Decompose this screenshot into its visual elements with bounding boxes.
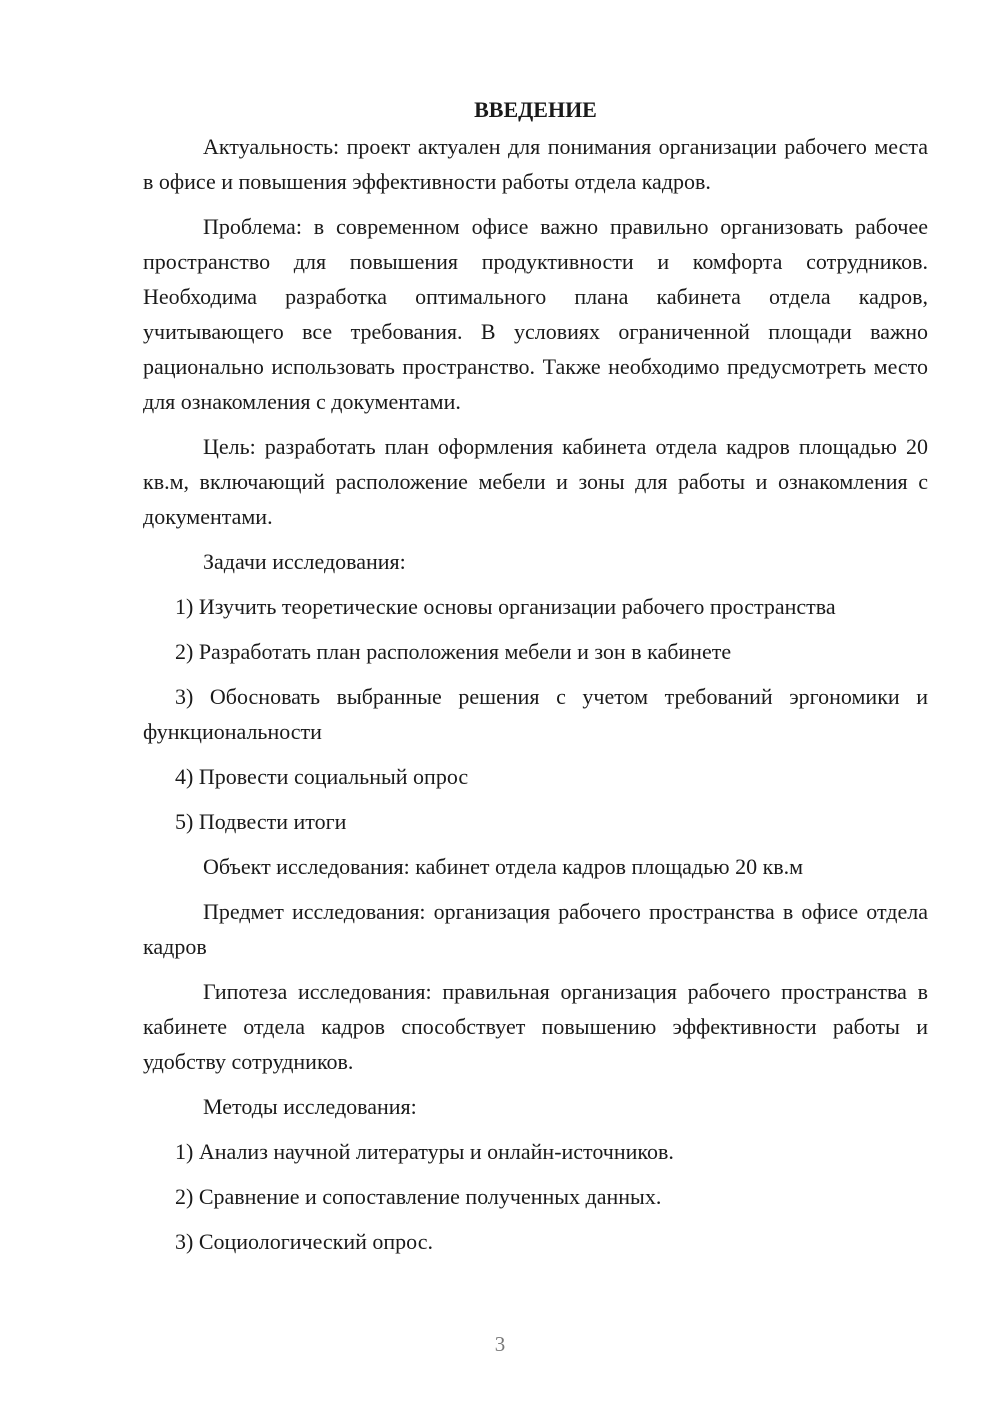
object-paragraph: Объект исследования: кабинет отдела кадров площадью 20 кв.м xyxy=(203,854,804,879)
methods-heading: Методы исследования: xyxy=(203,1094,417,1119)
document-body xyxy=(143,92,928,1269)
task-item: 5) Подвести итоги xyxy=(175,809,347,834)
tasks-heading: Задачи исследования: xyxy=(203,549,406,574)
task-item: 2) Разработать план расположения мебели и зон в кабинете xyxy=(175,639,732,664)
method-item: 2) Сравнение и сопоставление полученных данных. xyxy=(175,1184,662,1209)
method-item: 3) Социологический опрос. xyxy=(175,1229,433,1254)
page-number: 3 xyxy=(494,1332,506,1356)
subject-paragraph: Предмет исследования: организация рабочего пространства в офисе отдела кадров xyxy=(143,899,928,959)
task-item: 1) Изучить теоретические основы организации рабочего пространства xyxy=(175,594,836,619)
goal-paragraph: Цель: разработать план оформления кабинета отдела кадров площадью 20 кв.м, включающий расположение мебели и зоны для работы и ознакомления с документами. xyxy=(143,434,928,529)
relevance-paragraph: Актуальность: проект актуален для понимания организации рабочего места в офисе и повышения эффективности работы отдела кадров. xyxy=(143,134,928,194)
hypothesis-paragraph: Гипотеза исследования: правильная организация рабочего пространства в кабинете отдела кадров способствует повышению эффективности работы и удобству сотрудников. xyxy=(143,979,928,1074)
task-item: 3) Обосновать выбранные решения с учетом требований эргономики и функциональности xyxy=(143,684,928,744)
method-item: 1) Анализ научной литературы и онлайн-источников. xyxy=(175,1139,674,1164)
section-title: ВВЕДЕНИЕ xyxy=(474,97,597,122)
task-item: 4) Провести социальный опрос xyxy=(175,764,469,789)
problem-paragraph: Проблема: в современном офисе важно правильно организовать рабочее пространство для повышения продуктивности и комфорта сотрудников. Необходима разработка оптимального плана кабинета отдела кадров, учитывающего все требования. В условиях ограниченной площади важно рационально использовать пространство. Также необходимо предусмотреть место для ознакомления с документами. xyxy=(143,214,928,414)
